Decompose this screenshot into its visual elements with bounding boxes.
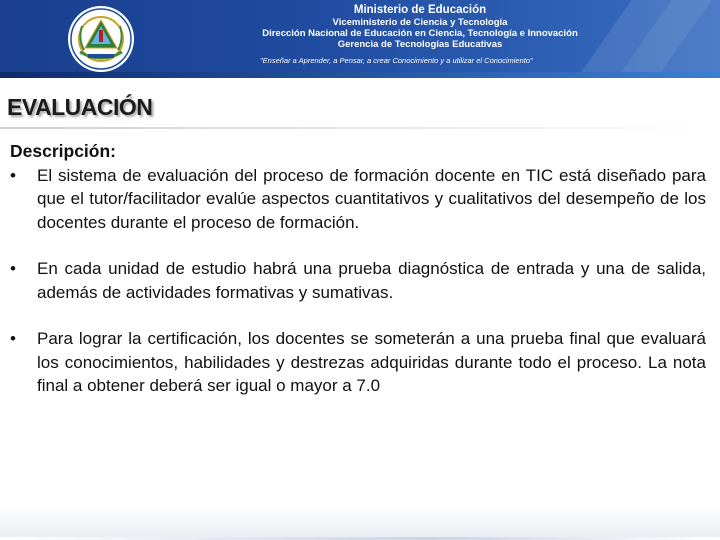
- description-heading: Descripción:: [10, 141, 116, 161]
- motto: "Enseñar a Aprender, a Pensar, a crear Conocimiento y a utilizar el Conocimiento": [260, 56, 533, 65]
- bullet-text: El sistema de evaluación del proceso de formación docente en TIC está diseñado para que el tutor/facilitador evalúe aspectos cuantitativos y cualitativos del desempeño de los docentes durante el proceso de formación.: [37, 165, 706, 232]
- header-banner: [0, 0, 720, 78]
- header-text: [200, 3, 640, 66]
- list-item: [10, 257, 706, 304]
- bullet-icon: •: [10, 329, 16, 348]
- bullet-icon: •: [10, 165, 16, 185]
- ministry-name: Ministerio de Educación: [353, 4, 487, 16]
- bullet-text: Para lograr la certificación, los docentes se someterán a una prueba final que evaluará los conocimientos, habilidades y destrezas adquiridas durante todo el proceso. La nota final a obtener deberá ser igual o mayor a 7.0: [37, 329, 706, 395]
- management-name: Gerencia de Tecnologías Educativas: [337, 39, 503, 50]
- national-seal-icon: [66, 4, 136, 74]
- bullet-icon: •: [10, 259, 16, 278]
- list-item: [10, 164, 706, 235]
- bullet-text: En cada unidad de estudio habrá una prueba diagnóstica de entrada y una de salida, además de actividades formativas y sumativas.: [37, 259, 706, 302]
- list-item: [10, 327, 706, 398]
- page-title: EVALUACIÓN: [7, 94, 153, 120]
- footer-shade: [0, 505, 720, 540]
- main-content: [10, 140, 706, 398]
- vice-ministry-name: Viceministerio de Ciencia y Tecnología: [332, 17, 508, 28]
- title-divider: [0, 127, 720, 129]
- directorate-name: Dirección Nacional de Educación en Ciencia, Tecnología e Innovación: [262, 28, 578, 39]
